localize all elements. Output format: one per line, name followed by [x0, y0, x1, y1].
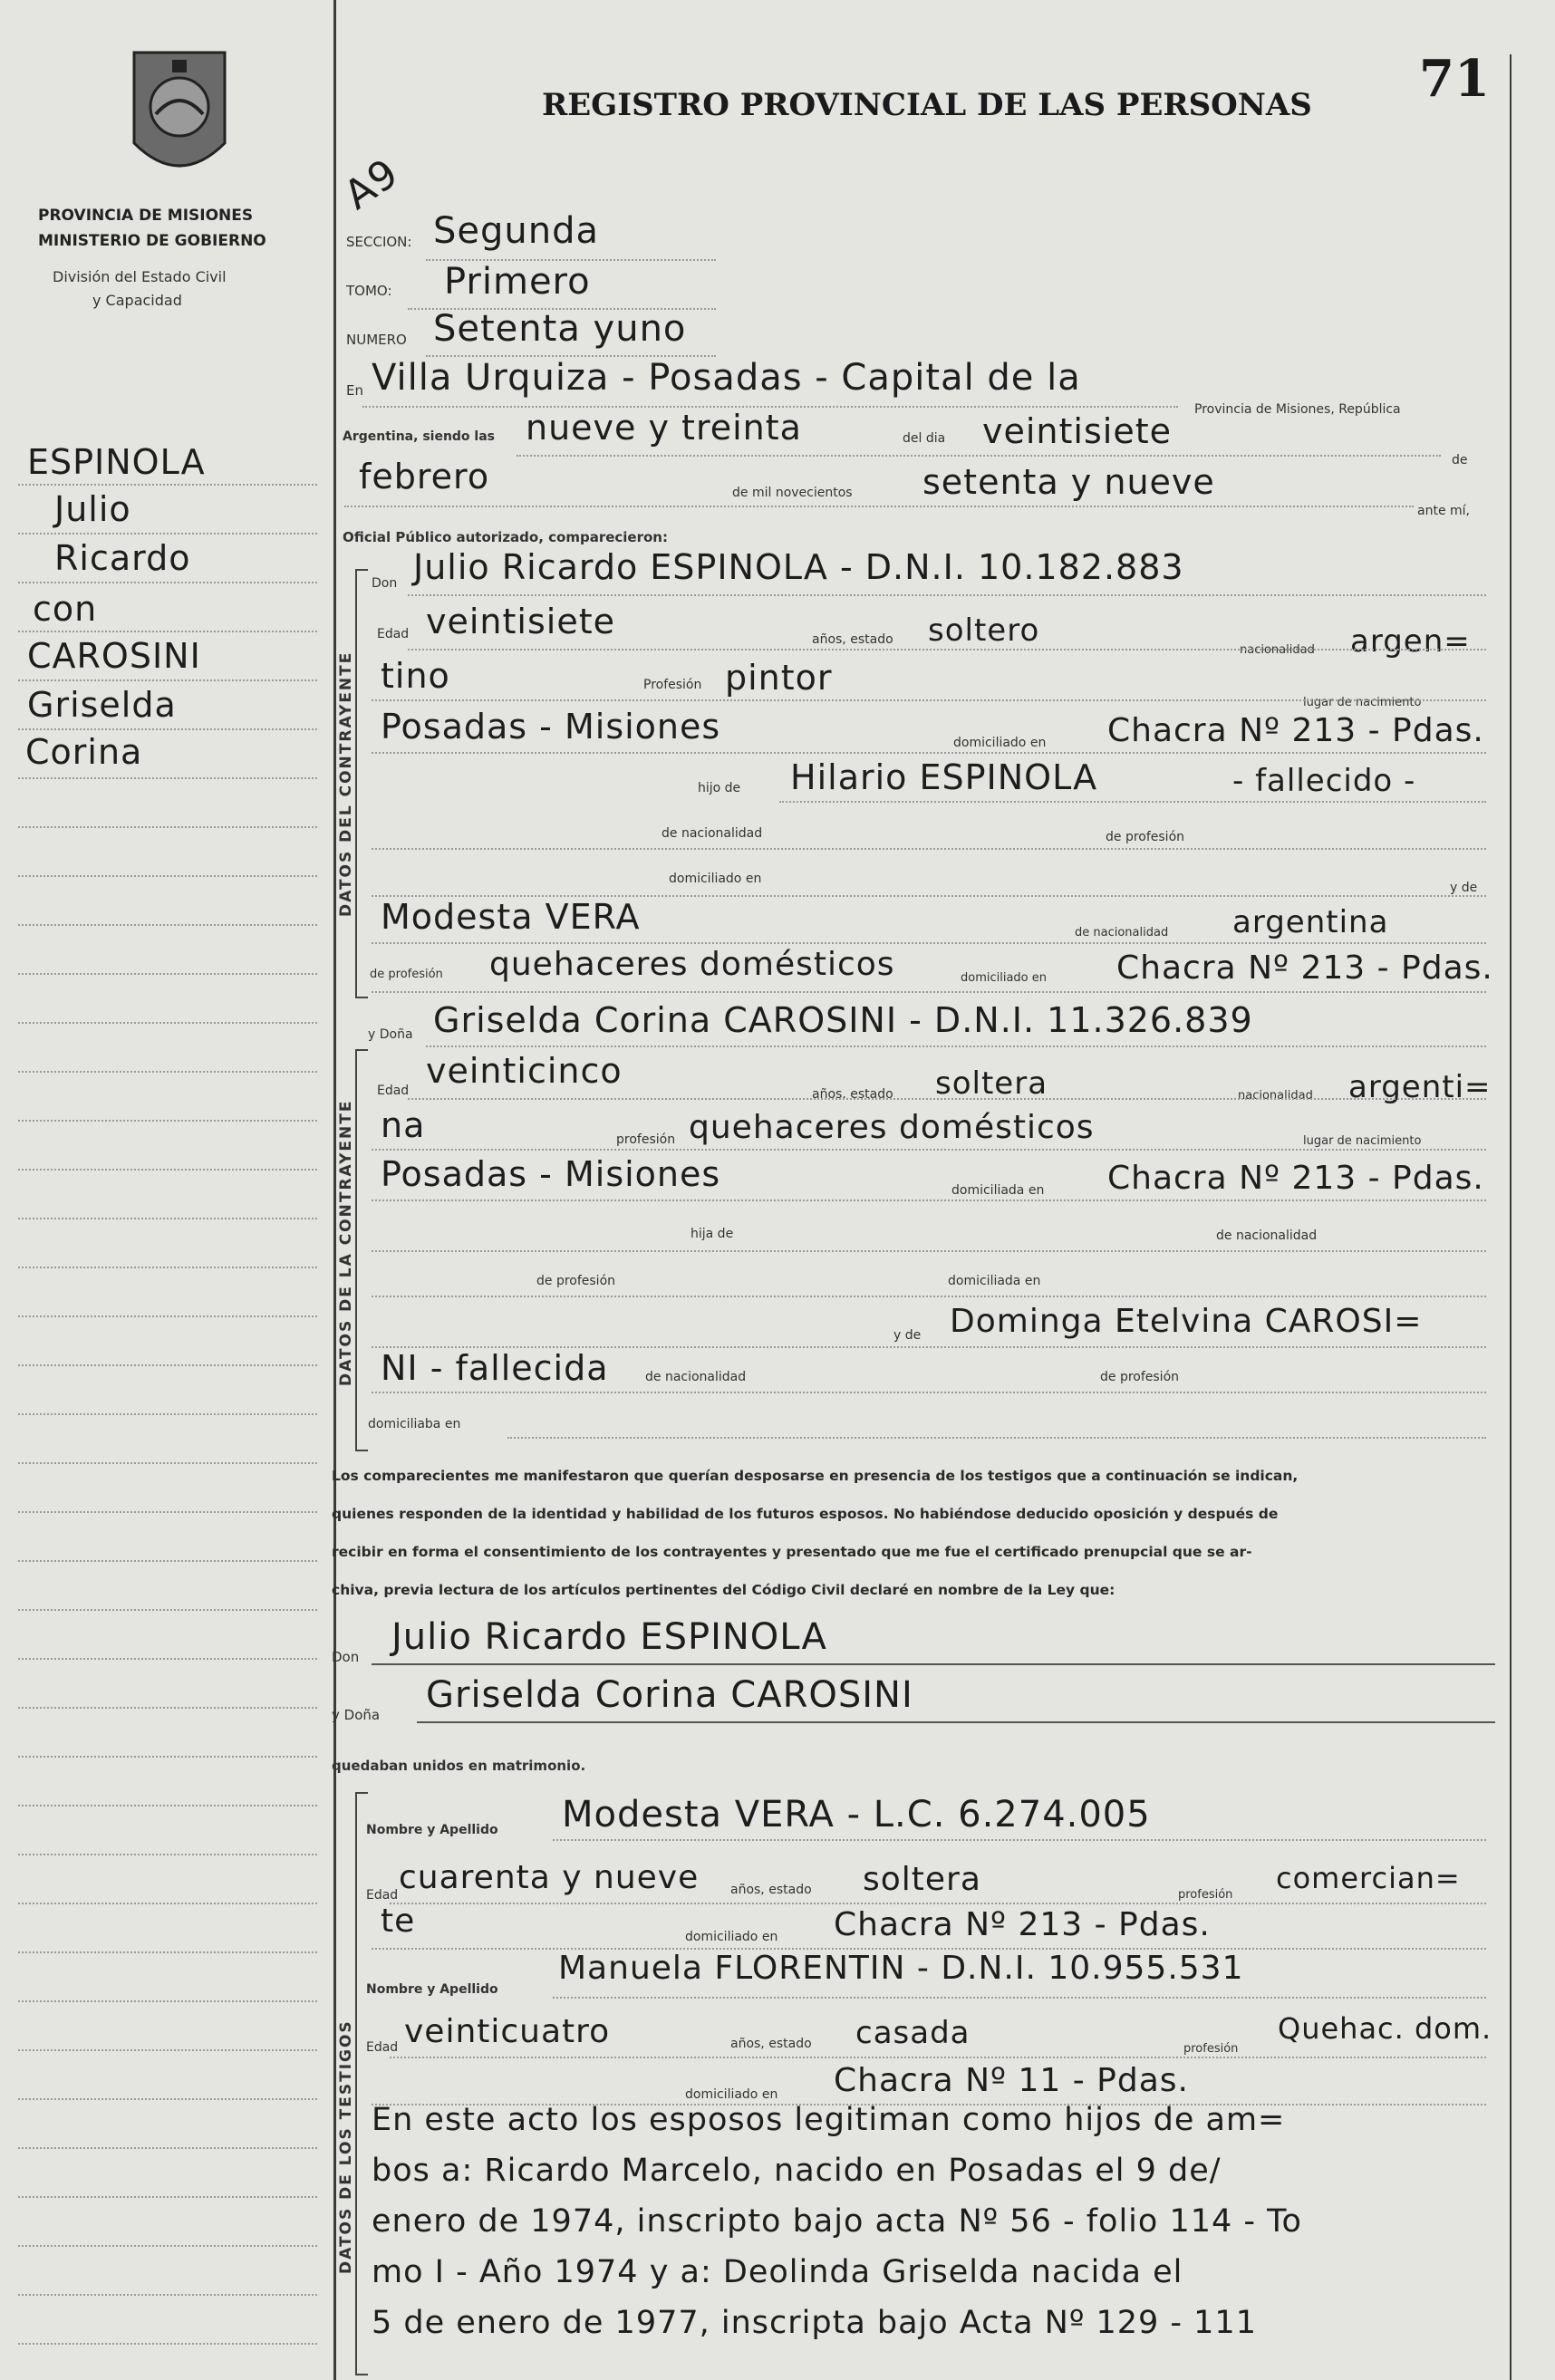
- margin-line: [18, 1120, 317, 1122]
- margin-line: [18, 582, 317, 583]
- bride-madre-2: NI - fallecida: [381, 1348, 609, 1388]
- witness1-nombre-label: Nombre y Apellido: [366, 1823, 498, 1837]
- witness-section-bracket: [355, 1792, 368, 2375]
- field-line: [408, 1098, 1486, 1100]
- dia-value: veintisiete: [982, 411, 1172, 451]
- bride-profesion: quehaceres domésticos: [689, 1109, 1095, 1146]
- margin-line: [18, 2147, 317, 2149]
- bride-domicilio: Chacra Nº 213 - Pdas.: [1107, 1160, 1484, 1197]
- field-line: [372, 1149, 1486, 1151]
- mil-text: de mil novecientos: [732, 486, 853, 500]
- bride-section-title: DATOS DE LA CONTRAYENTE: [337, 1099, 355, 1386]
- margin-line: [18, 2098, 317, 2100]
- groom-edad-label: Edad: [377, 627, 410, 641]
- province-label: PROVINCIA DE MISIONES: [38, 207, 254, 225]
- witness1-domicilio: Chacra Nº 213 - Pdas.: [834, 1906, 1211, 1943]
- field-line: [372, 699, 1486, 701]
- witness2-nombre-label: Nombre y Apellido: [366, 1982, 498, 1997]
- margin-line: [18, 2245, 317, 2247]
- witness1-nombre: Modesta VERA - L.C. 6.274.005: [562, 1794, 1151, 1836]
- anio-value: setenta y nueve: [922, 462, 1215, 502]
- bride-domiciliada-label: domiciliada en: [951, 1183, 1045, 1198]
- witness2-dom-label: domiciliado en: [685, 2087, 778, 2102]
- field-line: [344, 506, 1414, 507]
- groom-madre-prof: quehaceres domésticos: [489, 946, 895, 983]
- spouse-husband: Julio Ricardo ESPINOLA: [391, 1616, 827, 1658]
- margin-line: [18, 1462, 317, 1464]
- page-number: 71: [1419, 49, 1490, 109]
- oficial-text: Oficial Público autorizado, comparecieron:: [343, 529, 668, 545]
- groom-madre-dom: Chacra Nº 213 - Pdas.: [1116, 949, 1493, 987]
- groom-estado: soltero: [928, 612, 1040, 649]
- field-line: [417, 1721, 1495, 1723]
- hora-value: nueve y treinta: [526, 408, 802, 448]
- witness2-anios-label: años, estado: [730, 2037, 812, 2051]
- ante-mi-text: ante mí,: [1417, 504, 1470, 518]
- margin-line: [18, 533, 317, 535]
- groom-y-de: y de: [1450, 881, 1478, 895]
- margin-name-4: con: [33, 589, 98, 629]
- margin-line: [18, 631, 317, 632]
- groom-domicilio: Chacra Nº 213 - Pdas.: [1107, 712, 1484, 749]
- witness2-edad: veinticuatro: [404, 2013, 611, 2050]
- margin-line: [18, 1903, 317, 1904]
- field-line: [372, 752, 1486, 754]
- bride-nacionalidad-2: na: [381, 1105, 426, 1145]
- registry-title: REGISTRO PROVINCIAL DE LAS PERSONAS: [542, 87, 1312, 123]
- bride-hija-label: hija de: [691, 1227, 734, 1241]
- margin-line: [18, 2049, 317, 2051]
- field-line: [779, 801, 1486, 803]
- witness2-profesion-label: profesión: [1183, 2042, 1239, 2056]
- witness1-anios-label: años, estado: [730, 1883, 812, 1897]
- margin-line: [18, 1218, 317, 1219]
- tomo-value: Primero: [444, 261, 591, 303]
- bride-edad-label: Edad: [377, 1084, 410, 1098]
- witness1-profesion-2: te: [381, 1903, 416, 1940]
- spouse-wife: Griselda Corina CAROSINI: [426, 1674, 913, 1716]
- margin-line: [18, 1805, 317, 1807]
- witness2-edad-label: Edad: [366, 2040, 399, 2055]
- groom-nacionalidad-2: tino: [381, 656, 450, 696]
- bride-anios-label: años, estado: [812, 1087, 893, 1102]
- field-line: [426, 1045, 1486, 1047]
- note-line-5: 5 de enero de 1977, inscripta bajo Acta Nº 129 - 111: [372, 2305, 1257, 2341]
- spouse-dona-label: y Doña: [332, 1707, 381, 1723]
- field-line: [507, 1437, 1486, 1439]
- groom-nac-label: de nacionalidad: [662, 826, 763, 841]
- statement-line-2: quienes responden de la identidad y habilidad de los futuros esposos. No habiéndose deducido oposición y después de: [332, 1506, 1279, 1522]
- bride-section-bracket: [355, 1049, 368, 1451]
- margin-name-3: Ricardo: [54, 538, 191, 578]
- corner-mark: A9: [335, 149, 408, 219]
- bride-dom-label: domiciliada en: [948, 1274, 1041, 1288]
- bride-nacionalidad-1: argenti=: [1348, 1069, 1492, 1105]
- en-label: En: [346, 382, 363, 399]
- bride-nacionalidad-label: nacionalidad: [1238, 1089, 1313, 1103]
- division-label-2: y Capacidad: [92, 292, 182, 309]
- field-line: [553, 1997, 1486, 1999]
- margin-line: [18, 1756, 317, 1758]
- margin-name-1: ESPINOLA: [27, 442, 206, 482]
- witness2-estado: casada: [855, 2015, 971, 2051]
- bride-dona-label: y Doña: [368, 1027, 413, 1042]
- groom-nacionalidad-1: argen=: [1350, 623, 1471, 660]
- groom-lugar-nac-label: lugar de nacimiento: [1303, 696, 1422, 709]
- groom-hijo-label: hijo de: [698, 781, 741, 795]
- field-line: [517, 455, 1441, 457]
- margin-line: [18, 2000, 317, 2002]
- seccion-value: Segunda: [433, 210, 599, 252]
- bride-lugar-nac-label: lugar de nacimiento: [1303, 1134, 1422, 1148]
- bride-edad: veinticinco: [426, 1051, 623, 1091]
- statement-line-1: Los comparecientes me manifestaron que querían desposarse en presencia de los testigos que a continuación se indican,: [332, 1468, 1299, 1484]
- margin-line: [18, 1071, 317, 1073]
- margin-line: [18, 2294, 317, 2296]
- groom-madre-prof-label: de profesión: [370, 968, 443, 981]
- note-line-4: mo I - Año 1974 y a: Deolinda Griselda nacida el: [372, 2254, 1183, 2290]
- margin-line: [18, 1169, 317, 1171]
- margin-line: [18, 1413, 317, 1415]
- groom-don-label: Don: [372, 576, 398, 591]
- argentina-text: Argentina, siendo las: [343, 429, 496, 444]
- margin-line: [18, 1364, 317, 1366]
- bride-estado: soltera: [935, 1065, 1048, 1102]
- bride-profesion-label: profesión: [616, 1132, 676, 1147]
- groom-dom-label: domiciliado en: [669, 872, 762, 886]
- bride-madre-nac-label: de nacionalidad: [645, 1370, 747, 1384]
- groom-name: Julio Ricardo ESPINOLA - D.N.I. 10.182.883: [413, 547, 1184, 587]
- witness2-domicilio: Chacra Nº 11 - Pdas.: [834, 2062, 1189, 2099]
- bride-domiciliaba-label: domiciliaba en: [368, 1417, 461, 1431]
- mes-value: febrero: [359, 457, 490, 496]
- witness1-edad-label: Edad: [366, 1888, 399, 1903]
- groom-madre-nac: argentina: [1232, 904, 1389, 940]
- statement-line-4: chiva, previa lectura de los artículos pertinentes del Código Civil declaré en nombre de la Ley que:: [332, 1582, 1116, 1598]
- groom-section-title: DATOS DEL CONTRAYENTE: [337, 650, 355, 917]
- division-label: División del Estado Civil: [53, 268, 227, 285]
- bride-name: Griselda Corina CAROSINI - D.N.I. 11.326.839: [433, 1000, 1253, 1040]
- groom-domiciliado-label: domiciliado en: [953, 736, 1047, 750]
- margin-line: [18, 728, 317, 730]
- field-line: [372, 1296, 1486, 1297]
- margin-name-5: CAROSINI: [27, 636, 201, 676]
- margin-line: [18, 973, 317, 975]
- margin-line: [18, 777, 317, 779]
- bride-madre-prof-label: de profesión: [1100, 1370, 1180, 1384]
- provincial-seal-icon: [116, 43, 243, 188]
- margin-name-7: Corina: [25, 732, 143, 772]
- witness1-profesion-1: comercian=: [1276, 1861, 1461, 1895]
- field-line: [390, 1903, 1486, 1904]
- witness1-estado: soltera: [863, 1861, 981, 1898]
- groom-anios-label: años, estado: [812, 632, 893, 647]
- bride-prof-label: de profesión: [536, 1274, 616, 1288]
- note-line-1: En este acto los esposos legitiman como hijos de am=: [372, 2102, 1286, 2138]
- groom-lugar-nac: Posadas - Misiones: [381, 707, 721, 747]
- groom-madre-dom-label: domiciliado en: [961, 971, 1048, 985]
- de-text: de: [1452, 453, 1468, 467]
- margin-line: [18, 1658, 317, 1660]
- field-line: [372, 991, 1486, 993]
- bride-y-de: y de: [893, 1328, 922, 1343]
- witness1-edad: cuarenta y nueve: [399, 1859, 700, 1896]
- margin-line: [18, 679, 317, 681]
- margin-name-2: Julio: [54, 489, 131, 529]
- margin-name-6: Griselda: [27, 685, 177, 725]
- numero-value: Setenta yuno: [433, 308, 687, 350]
- groom-profesion: pintor: [725, 658, 833, 698]
- ministry-label: MINISTERIO DE GOBIERNO: [38, 232, 266, 250]
- groom-padre-nota: - fallecido -: [1232, 763, 1416, 799]
- groom-nacionalidad-label: nacionalidad: [1240, 643, 1315, 657]
- groom-edad: veintisiete: [426, 602, 615, 641]
- note-line-3: enero de 1974, inscripto bajo acta Nº 56 - folio 114 - To: [372, 2203, 1302, 2240]
- groom-prof-label: de profesión: [1106, 830, 1185, 844]
- field-line: [372, 942, 1486, 944]
- margin-line: [18, 1951, 317, 1953]
- spouse-don-label: Don: [332, 1649, 360, 1665]
- margin-line: [18, 1560, 317, 1562]
- field-line: [372, 1392, 1486, 1393]
- margin-line: [18, 1854, 317, 1855]
- right-margin-rule: [1510, 54, 1512, 2380]
- margin-line: [18, 1315, 317, 1317]
- field-line: [408, 594, 1486, 596]
- groom-profesion-label: Profesión: [643, 678, 702, 692]
- field-line: [372, 1250, 1486, 1252]
- field-line: [372, 848, 1486, 850]
- field-line: [372, 1200, 1486, 1201]
- margin-line: [18, 2343, 317, 2345]
- margin-line: [18, 1022, 317, 1024]
- field-line: [553, 1839, 1486, 1841]
- bride-madre-1: Dominga Etelvina CAROSI=: [950, 1303, 1423, 1340]
- margin-line: [18, 1267, 317, 1268]
- witness2-nombre: Manuela FLORENTIN - D.N.I. 10.955.531: [558, 1950, 1244, 1987]
- tomo-label: TOMO:: [346, 283, 392, 299]
- seccion-label: SECCION:: [346, 234, 412, 250]
- lugar-value: Villa Urquiza - Posadas - Capital de la: [372, 357, 1081, 399]
- field-line: [372, 1663, 1495, 1665]
- statement-line-3: recibir en forma el consentimiento de los contrayentes y presentado que me fue el certificado prenupcial que se ar-: [332, 1544, 1252, 1560]
- margin-line: [18, 1609, 317, 1611]
- groom-madre: Modesta VERA: [381, 897, 641, 937]
- witness-section-title: DATOS DE LOS TESTIGOS: [337, 2019, 355, 2274]
- groom-padre: Hilario ESPINOLA: [790, 757, 1098, 797]
- margin-line: [18, 1511, 317, 1513]
- margin-rule: [333, 0, 336, 2380]
- note-line-2: bos a: Ricardo Marcelo, nacido en Posadas el 9 de/: [372, 2153, 1222, 2189]
- margin-line: [18, 924, 317, 926]
- witness2-profesion: Quehac. dom.: [1278, 2011, 1492, 2046]
- margin-line: [18, 1707, 317, 1709]
- groom-section-bracket: [355, 569, 368, 998]
- margin-line: [18, 826, 317, 828]
- bride-lugar-nac: Posadas - Misiones: [381, 1154, 721, 1194]
- margin-line: [18, 875, 317, 877]
- witness1-dom-label: domiciliado en: [685, 1930, 778, 1944]
- field-line: [408, 649, 1486, 650]
- margin-line: [18, 484, 317, 486]
- del-dia-label: del dia: [903, 431, 946, 446]
- numero-label: NUMERO: [346, 332, 407, 348]
- groom-madre-nac-label: de nacionalidad: [1075, 926, 1169, 939]
- bride-nac-label: de nacionalidad: [1216, 1229, 1318, 1243]
- field-line: [390, 2057, 1486, 2058]
- married-text: quedaban unidos en matrimonio.: [332, 1758, 586, 1774]
- margin-line: [18, 2196, 317, 2198]
- witness1-profesion-label: profesión: [1178, 1888, 1233, 1902]
- provincia-text: Provincia de Misiones, República: [1194, 402, 1401, 417]
